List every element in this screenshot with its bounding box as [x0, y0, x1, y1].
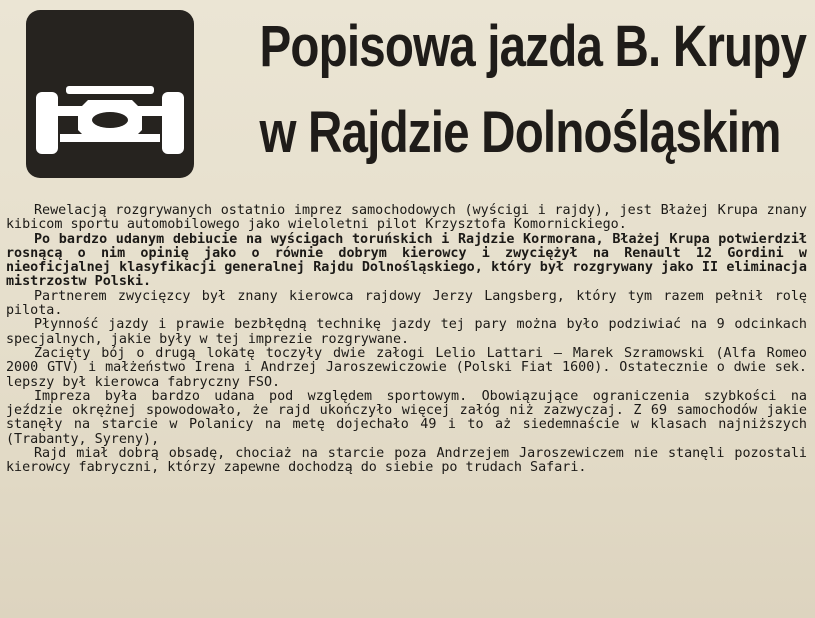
- headline-line-2: w Rajdzie Dolnośląskim: [259, 100, 781, 165]
- paragraph: Po bardzo udanym debiucie na wyścigach toruńskich i Rajdzie Kormorana, Błażej Krupa potwierdził rosnącą o nim opinię jako o równie dobrym kierowcy i zwyciężył na Renault 12 Gordini w nieoficjalnej klasyfikacji generalnej Rajdu Dolnośląskiego, który był rozgrywany jako II eliminacja mistrzostw Polski.: [6, 231, 807, 290]
- paragraph: Impreza była bardzo udana pod względem sportowym. Obowiązujące ograniczenia szybkości na jeździe okrężnej spowodowało, że rajd ukończyło więcej załóg niż zazwyczaj. Z 69 samochodów jakie stanęły na starcie w Polanicy na metę dojechało 49 i to aż siedemnaście w klasach najniższych (Trabanty, Syreny),: [6, 388, 807, 447]
- paragraph: Płynność jazdy i prawie bezbłędną technikę jazdy tej pary można było podziwiać na 9 odcinkach specjalnych, jakie były w tej imprezie rozgrywane.: [6, 317, 807, 347]
- paragraph: Rajd miał dobrą obsadę, chociaż na starcie poza Andrzejem Jaroszewiczem nie stanęli pozostali kierowcy fabryczni, którzy zapewne dochodzą do siebie po trudach Safari.: [6, 446, 807, 476]
- paragraph: Zacięty bój o drugą lokatę toczyły dwie załogi Lelio Lattari — Marek Szramowski (Alfa Romeo 2000 GTV) i małżeństwo Irena i Andrzej Jaroszewiczowie (Polski Fiat 1600). Ostatecznie o dwie sek. lepszy był kierowca fabryczny FSO.: [6, 345, 807, 390]
- race-car-icon: [26, 10, 194, 178]
- paragraph: Partnerem zwycięzcy był znany kierowca rajdowy Jerzy Langsberg, który tym razem pełnił rolę pilota.: [6, 288, 807, 319]
- paragraph: Rewelacją rozgrywanych ostatnio imprez samochodowych (wyścigi i rajdy), jest Błażej Krupa znany kibicom sportu automobilowego jako wieloletni pilot Krzysztofa Komornickiego.: [6, 203, 807, 233]
- headline-line-1: Popisowa jazda B. Krupy: [259, 14, 807, 79]
- headline: [205, 0, 810, 190]
- race-car-logo: [26, 10, 194, 178]
- article-body: [6, 204, 807, 476]
